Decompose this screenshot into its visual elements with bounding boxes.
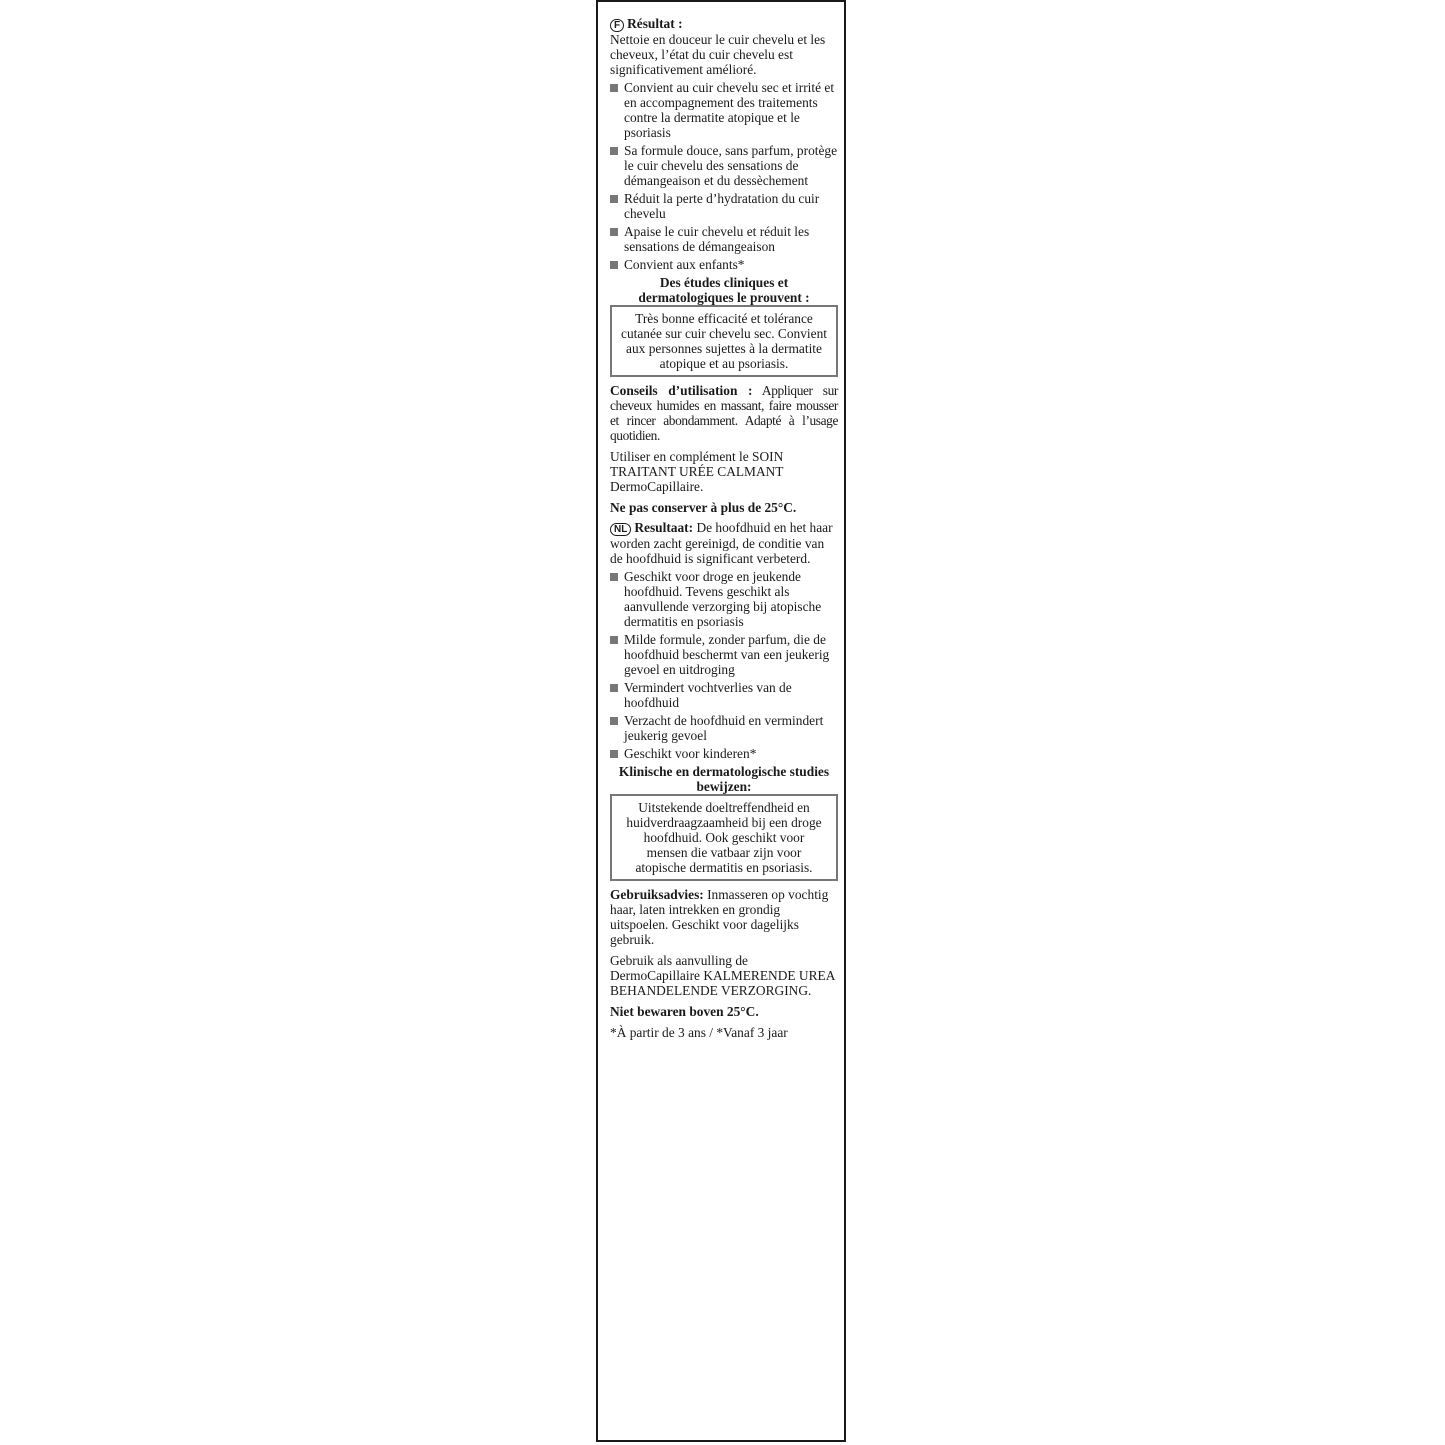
label-panel <box>596 0 846 1442</box>
fr-studies-title: Des études cliniques et dermatologiques le prouvent : <box>638 275 810 305</box>
fr-result <box>610 16 838 77</box>
list-item: Sa formule douce, sans parfum, protège le cuir chevelu des sensations de démangeaison et du dessèchement <box>610 143 838 188</box>
list-item: Geschikt voor droge en jeukende hoofdhuid. Tevens geschikt als aanvullende verzorging bij atopische dermatitis en psoriasis <box>610 569 838 629</box>
list-item: Convient au cuir chevelu sec et irrité et en accompagnement des traitements contre la dermatite atopique et le psoriasis <box>610 80 838 140</box>
fr-usage-label: Conseils d’utilisation : <box>610 383 753 398</box>
square-bullet-icon <box>610 717 618 725</box>
label-content <box>610 16 838 1043</box>
list-item: Geschikt voor kinderen* <box>610 746 838 761</box>
square-bullet-icon <box>610 684 618 692</box>
square-bullet-icon <box>610 573 618 581</box>
list-item: Verzacht de hoofdhuid en vermindert jeukerig gevoel <box>610 713 838 743</box>
lang-badge-nl: NL <box>610 523 631 536</box>
fr-studies-text: Très bonne efficacité et tolérance cutanée sur cuir chevelu sec. Convient aux personnes sujettes à la dermatite atopique et au psoriasis. <box>621 311 827 371</box>
square-bullet-icon <box>610 750 618 758</box>
nl-complement: Gebruik als aanvulling de DermoCapillaire KALMERENDE UREA BEHANDELENDE VERZORGING. <box>610 953 835 998</box>
square-bullet-icon <box>610 261 618 269</box>
lang-badge-fr: F <box>610 19 624 32</box>
list-item: Milde formule, zonder parfum, die de hoofdhuid beschermt van een jeukerig gevoel en uitdroging <box>610 632 838 677</box>
square-bullet-icon <box>610 636 618 644</box>
footnote: *À partir de 3 ans / *Vanaf 3 jaar <box>610 1025 788 1040</box>
square-bullet-icon <box>610 147 618 155</box>
fr-usage-text: Appliquer sur cheveux humides en massant, faire mousser et rincer abondamment. Adapté à l’usage quotidien. <box>610 383 838 443</box>
square-bullet-icon <box>610 84 618 92</box>
fr-studies-box <box>610 305 838 377</box>
list-item: Convient aux enfants* <box>610 257 838 272</box>
nl-usage <box>610 887 838 947</box>
fr-complement: Utiliser en complément le SOIN TRAITANT URÉE CALMANT DermoCapillaire. <box>610 449 784 494</box>
square-bullet-icon <box>610 228 618 236</box>
fr-usage <box>610 383 838 443</box>
nl-studies-box <box>610 794 838 881</box>
fr-result-text: Nettoie en douceur le cuir chevelu et les cheveux, l’état du cuir chevelu est significativement amélioré. <box>610 32 826 77</box>
nl-studies-title: Klinische en dermatologische studies bewijzen: <box>618 764 830 794</box>
nl-result-text: De hoofdhuid en het haar worden zacht gereinigd, de conditie van de hoofdhuid is significant verbeterd. <box>610 520 833 566</box>
list-item: Vermindert vochtverlies van de hoofdhuid <box>610 680 838 710</box>
fr-result-title: Résultat : <box>627 16 683 31</box>
nl-bullet-list <box>610 569 838 761</box>
nl-studies-text: Uitstekende doeltreffendheid en huidverdraagzaamheid bij een droge hoofdhuid. Ook geschikt voor mensen die vatbaar zijn voor atopische dermatitis en psoriasis. <box>626 800 822 875</box>
fr-bullet-list <box>610 80 838 272</box>
nl-result <box>610 520 838 566</box>
nl-usage-label: Gebruiksadvies: <box>610 887 704 902</box>
square-bullet-icon <box>610 195 618 203</box>
list-item: Réduit la perte d’hydratation du cuir chevelu <box>610 191 838 221</box>
fr-storage: Ne pas conserver à plus de 25°C. <box>610 500 797 515</box>
nl-usage-text: Inmasseren op vochtig haar, laten intrekken en grondig uitspoelen. Geschikt voor dagelijks gebruik. <box>610 887 829 947</box>
list-item: Apaise le cuir chevelu et réduit les sensations de démangeaison <box>610 224 838 254</box>
nl-storage: Niet bewaren boven 25°C. <box>610 1004 759 1019</box>
nl-result-title: Resultaat: <box>634 520 694 535</box>
